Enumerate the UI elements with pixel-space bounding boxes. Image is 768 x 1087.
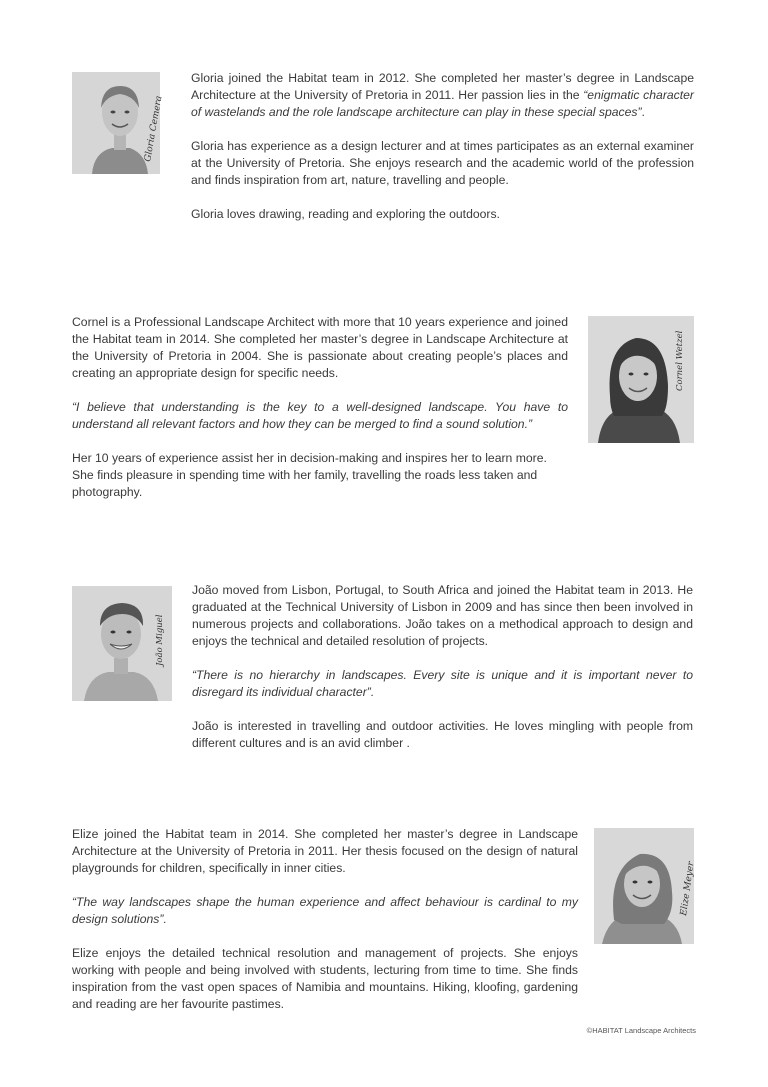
bio-gloria-paragraph-1: Gloria joined the Habitat team in 2012. She completed her master’s degree in Landscape Architecture at the University of Pretoria in 2011. Her passion lies in the “enigmatic character of wastelands and the role landscape architecture can play in these special spaces”. <box>191 71 694 119</box>
bio-elize-quote: “The way landscapes shape the human experience and affect behaviour is cardinal to my design solutions”. <box>72 895 578 926</box>
bio-gloria-paragraph-2: Gloria has experience as a design lecturer and at times participates as an external examiner at the University of Pretoria. She enjoys research and the academic world of the profession and finds inspiration from art, nature, travelling and people. <box>191 139 694 187</box>
bio-joao-quote: “There is no hierarchy in landscapes. Every site is unique and it is important never to disregard its individual character”. <box>192 668 693 699</box>
portrait-cornel-image <box>588 316 694 443</box>
bio-elize-paragraph-1: Elize joined the Habitat team in 2014. She completed her master’s degree in Landscape Architecture at the University of Pretoria in 2011. Her thesis focused on the design of natural playgrounds for children, specifically in inner cities. <box>72 827 578 875</box>
signature-elize: Elize Meyer <box>679 861 697 917</box>
bio-elize <box>72 826 578 1013</box>
portrait-joao <box>72 586 172 701</box>
bio-gloria-paragraph-3: Gloria loves drawing, reading and exploring the outdoors. <box>191 207 500 221</box>
portrait-elize <box>594 828 697 944</box>
bio-joao <box>192 582 693 752</box>
bio-gloria-quote: “enigmatic character of wastelands and the role landscape architecture can play in these special spaces” <box>191 88 694 119</box>
bio-joao-paragraph-3: João is interested in travelling and outdoor activities. He loves mingling with people from different cultures and is an avid climber . <box>192 719 693 750</box>
portrait-cornel <box>588 316 694 443</box>
bio-elize-paragraph-3: Elize enjoys the detailed technical resolution and management of projects. She enjoys working with people and being involved with students, lecturing from time to time. She finds inspiration from the vast open spaces of Namibia and mountains. Hiking, kloofing, gardening and reading are her favourite pastimes. <box>72 946 578 1011</box>
signature-joao: João Miguel <box>155 614 165 666</box>
portrait-gloria <box>72 72 165 174</box>
bio-gloria <box>191 70 694 223</box>
portrait-joao-image <box>72 586 172 701</box>
footer-copyright: ©HABITAT Landscape Architects <box>586 1026 696 1035</box>
signature-gloria: Gloria Cemera <box>143 95 165 163</box>
portrait-elize-image <box>594 828 697 944</box>
portrait-gloria-image <box>72 72 165 174</box>
bio-cornel-paragraph-3: Her 10 years of experience assist her in decision-making and inspires her to learn more. She finds pleasure in spending time with her family, travelling the roads less taken and photography. <box>72 451 547 499</box>
bio-joao-paragraph-1: João moved from Lisbon, Portugal, to South Africa and joined the Habitat team in 2013. He graduated at the Technical University of Lisbon in 2009 and has since then been involved in numerous projects and collaborations. João takes on a methodical approach to design and enjoys the technical and detailed resolution of projects. <box>192 583 693 648</box>
signature-cornel: Cornel Wetzel <box>675 330 685 391</box>
bio-cornel-quote: “I believe that understanding is the key to a well-designed landscape. You have to understand all relevant factors and how they can be merged to find a sound solution.” <box>72 400 568 431</box>
bio-cornel <box>72 314 568 501</box>
bio-cornel-paragraph-1: Cornel is a Professional Landscape Architect with more that 10 years experience and joined the Habitat team in 2014. She completed her master’s degree in Landscape Architecture at the University of Pretoria in 2004. She is passionate about creating people’s places and creating an appropriate design for specific needs. <box>72 315 568 380</box>
